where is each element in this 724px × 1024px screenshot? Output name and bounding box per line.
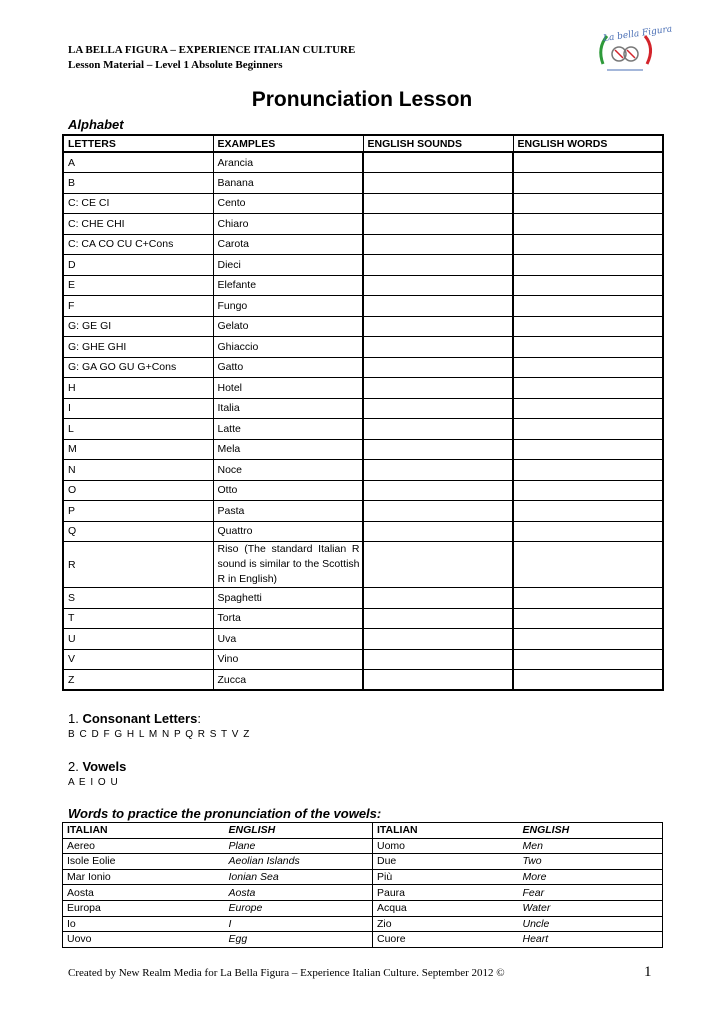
alphabet-row [63,542,663,588]
example-cell: Gelato [213,316,363,337]
alphabet-row [63,501,663,522]
english-word-cell[interactable] [513,501,663,522]
practice-header-row [63,823,663,839]
italian-word: Mar Ionio [63,869,225,885]
example-cell: Vino [213,649,363,670]
english-word-cell[interactable] [513,588,663,609]
english-word-cell[interactable] [513,542,663,588]
alphabet-table [62,134,664,691]
practice-row [63,885,663,901]
page-title: Pronunciation Lesson [251,88,473,111]
example-cell: Fungo [213,296,363,317]
alphabet-row [63,357,663,378]
example-cell: Dieci [213,255,363,276]
english-sound-cell[interactable] [363,316,513,337]
letter-cell: L [63,419,213,440]
english-word-cell[interactable] [513,296,663,317]
alphabet-row [63,649,663,670]
italian-word: Isole Eolie [63,854,225,870]
letter-cell: P [63,501,213,522]
example-cell: Zucca [213,670,363,691]
english-word-cell[interactable] [513,649,663,670]
alphabet-header-row [63,135,663,152]
english-sound-cell[interactable] [363,649,513,670]
alphabet-row [63,608,663,629]
english-word: Aeolian Islands [225,854,373,870]
english-word-cell[interactable] [513,255,663,276]
english-sound-cell[interactable] [363,337,513,358]
letter-cell: G: GE GI [63,316,213,337]
example-cell: Pasta [213,501,363,522]
footer-credit: Created by New Realm Media for La Bella Figura – Experience Italian Culture. September 2012 © [68,967,505,979]
english-sound-cell[interactable] [363,214,513,235]
page-number: 1 [644,964,652,980]
english-sound-cell[interactable] [363,378,513,399]
alphabet-row [63,296,663,317]
alphabet-row [63,193,663,214]
italian-word: Cuore [373,932,519,948]
alphabet-row [63,173,663,194]
letter-cell: E [63,275,213,296]
example-cell: Spaghetti [213,588,363,609]
letter-cell: V [63,649,213,670]
english-word-cell[interactable] [513,480,663,501]
italian-word: Acqua [373,900,519,916]
alphabet-row [63,588,663,609]
letter-cell: B [63,173,213,194]
english-sound-cell[interactable] [363,521,513,542]
italian-word: Aereo [63,838,225,854]
english-word-cell[interactable] [513,608,663,629]
english-sound-cell[interactable] [363,460,513,481]
example-cell: Gatto [213,357,363,378]
english-word: Two [519,854,663,870]
col-header-letters: LETTERS [63,135,213,152]
letter-cell: Q [63,521,213,542]
english-word-cell[interactable] [513,419,663,440]
english-word-cell[interactable] [513,234,663,255]
english-word-cell[interactable] [513,152,663,173]
vowels-heading [68,759,126,774]
example-cell: Uva [213,629,363,650]
letter-cell: D [63,255,213,276]
english-word-cell[interactable] [513,193,663,214]
col-header-examples: EXAMPLES [213,135,363,152]
col-header-italian-2: ITALIAN [373,823,519,839]
vowels-number: 2. [68,759,79,774]
english-sound-cell[interactable] [363,670,513,691]
italian-word: Uovo [63,932,225,948]
alphabet-row [63,460,663,481]
english-sound-cell[interactable] [363,419,513,440]
letter-cell: M [63,439,213,460]
la-bella-figura-logo [589,24,673,74]
letter-cell: G: GA GO GU G+Cons [63,357,213,378]
english-word-cell[interactable] [513,439,663,460]
alphabet-row [63,480,663,501]
english-word-cell[interactable] [513,521,663,542]
alphabet-row [63,214,663,235]
english-word: Plane [225,838,373,854]
col-header-english-words: ENGLISH WORDS [513,135,663,152]
letter-cell: C: CHE CHI [63,214,213,235]
example-cell: Cento [213,193,363,214]
alphabet-row [63,255,663,276]
english-sound-cell[interactable] [363,501,513,522]
example-cell: Latte [213,419,363,440]
example-cell: Chiaro [213,214,363,235]
italian-word: Aosta [63,885,225,901]
alphabet-row [63,629,663,650]
example-cell: Mela [213,439,363,460]
alphabet-label: Alphabet [68,117,124,132]
english-sound-cell[interactable] [363,193,513,214]
letter-cell: S [63,588,213,609]
example-cell [213,542,363,588]
col-header-english-sounds: ENGLISH SOUNDS [363,135,513,152]
letter-cell: F [63,296,213,317]
practice-row [63,932,663,948]
alphabet-row [63,398,663,419]
italian-word: Più [373,869,519,885]
english-sound-cell[interactable] [363,234,513,255]
italian-word: Due [373,854,519,870]
italian-word: Zio [373,916,519,932]
letter-cell: C: CE CI [63,193,213,214]
example-cell: Torta [213,608,363,629]
practice-row [63,869,663,885]
consonants-colon: : [197,711,201,726]
english-word-cell[interactable] [513,629,663,650]
letter-cell: Z [63,670,213,691]
english-word-cell[interactable] [513,214,663,235]
english-word-cell[interactable] [513,398,663,419]
english-word-cell[interactable] [513,357,663,378]
italian-word: Europa [63,900,225,916]
letter-cell: R [63,542,213,588]
english-word-cell[interactable] [513,173,663,194]
alphabet-row [63,419,663,440]
english-sound-cell[interactable] [363,173,513,194]
english-sound-cell[interactable] [363,542,513,588]
alphabet-row [63,234,663,255]
practice-row [63,854,663,870]
letter-cell: A [63,152,213,173]
consonants-title: Consonant Letters [82,711,198,726]
consonant-letters: B C D F G H L M N P Q R S T V Z [68,729,251,740]
english-sound-cell[interactable] [363,608,513,629]
letter-cell: O [63,480,213,501]
english-word: Water [519,900,663,916]
col-header-english-2: ENGLISH [519,823,663,839]
practice-row [63,900,663,916]
example-cell: Noce [213,460,363,481]
english-sound-cell[interactable] [363,357,513,378]
vowels-title: Vowels [82,759,127,774]
header-line-2: Lesson Material – Level 1 Absolute Beginners [68,59,283,71]
letter-cell: N [63,460,213,481]
practice-row [63,838,663,854]
alphabet-row [63,439,663,460]
italian-word: Paura [373,885,519,901]
english-sound-cell[interactable] [363,296,513,317]
alphabet-row [63,670,663,691]
english-word-cell[interactable] [513,316,663,337]
english-word: Aosta [225,885,373,901]
italian-word: Uomo [373,838,519,854]
alphabet-row [63,275,663,296]
example-cell: Arancia [213,152,363,173]
vowel-letters: A E I O U [68,777,119,788]
letter-cell: U [63,629,213,650]
letter-cell: T [63,608,213,629]
italian-word: Io [63,916,225,932]
english-word-cell[interactable] [513,337,663,358]
english-word: I [225,916,373,932]
alphabet-row [63,378,663,399]
alphabet-row [63,521,663,542]
english-word: Fear [519,885,663,901]
english-sound-cell[interactable] [363,275,513,296]
alphabet-row [63,337,663,358]
letter-cell: G: GHE GHI [63,337,213,358]
practice-row [63,916,663,932]
example-cell: Banana [213,173,363,194]
col-header-english: ENGLISH [225,823,373,839]
example-cell: Ghiaccio [213,337,363,358]
english-sound-cell[interactable] [363,152,513,173]
english-word: Europe [225,900,373,916]
example-cell: Elefante [213,275,363,296]
alphabet-row [63,152,663,173]
english-sound-cell[interactable] [363,439,513,460]
english-word: Ionian Sea [225,869,373,885]
english-word-cell[interactable] [513,670,663,691]
english-word: More [519,869,663,885]
example-text: Riso (The standard Italian R sound is similar to the Scottish R in English) [217,543,360,585]
english-sound-cell[interactable] [363,588,513,609]
alphabet-row [63,316,663,337]
header-line-1: LA BELLA FIGURA – EXPERIENCE ITALIAN CULTURE [68,44,356,56]
document-header [68,43,355,73]
letter-cell: I [63,398,213,419]
english-word: Heart [519,932,663,948]
consonants-number: 1. [68,711,79,726]
col-header-italian: ITALIAN [63,823,225,839]
consonants-heading [68,711,201,726]
english-sound-cell[interactable] [363,629,513,650]
practice-label: Words to practice the pronunciation of the vowels: [68,806,382,821]
svg-text:La bella Figura: La bella Figura [602,24,673,45]
english-word-cell[interactable] [513,378,663,399]
letter-cell: H [63,378,213,399]
english-word-cell[interactable] [513,275,663,296]
english-sound-cell[interactable] [363,480,513,501]
english-word-cell[interactable] [513,460,663,481]
letter-cell: C: CA CO CU C+Cons [63,234,213,255]
english-word: Egg [225,932,373,948]
example-cell: Carota [213,234,363,255]
example-cell: Italia [213,398,363,419]
example-cell: Hotel [213,378,363,399]
english-word: Uncle [519,916,663,932]
english-word: Men [519,838,663,854]
english-sound-cell[interactable] [363,398,513,419]
example-cell: Quattro [213,521,363,542]
vowel-practice-table [62,822,663,948]
example-cell: Otto [213,480,363,501]
english-sound-cell[interactable] [363,255,513,276]
